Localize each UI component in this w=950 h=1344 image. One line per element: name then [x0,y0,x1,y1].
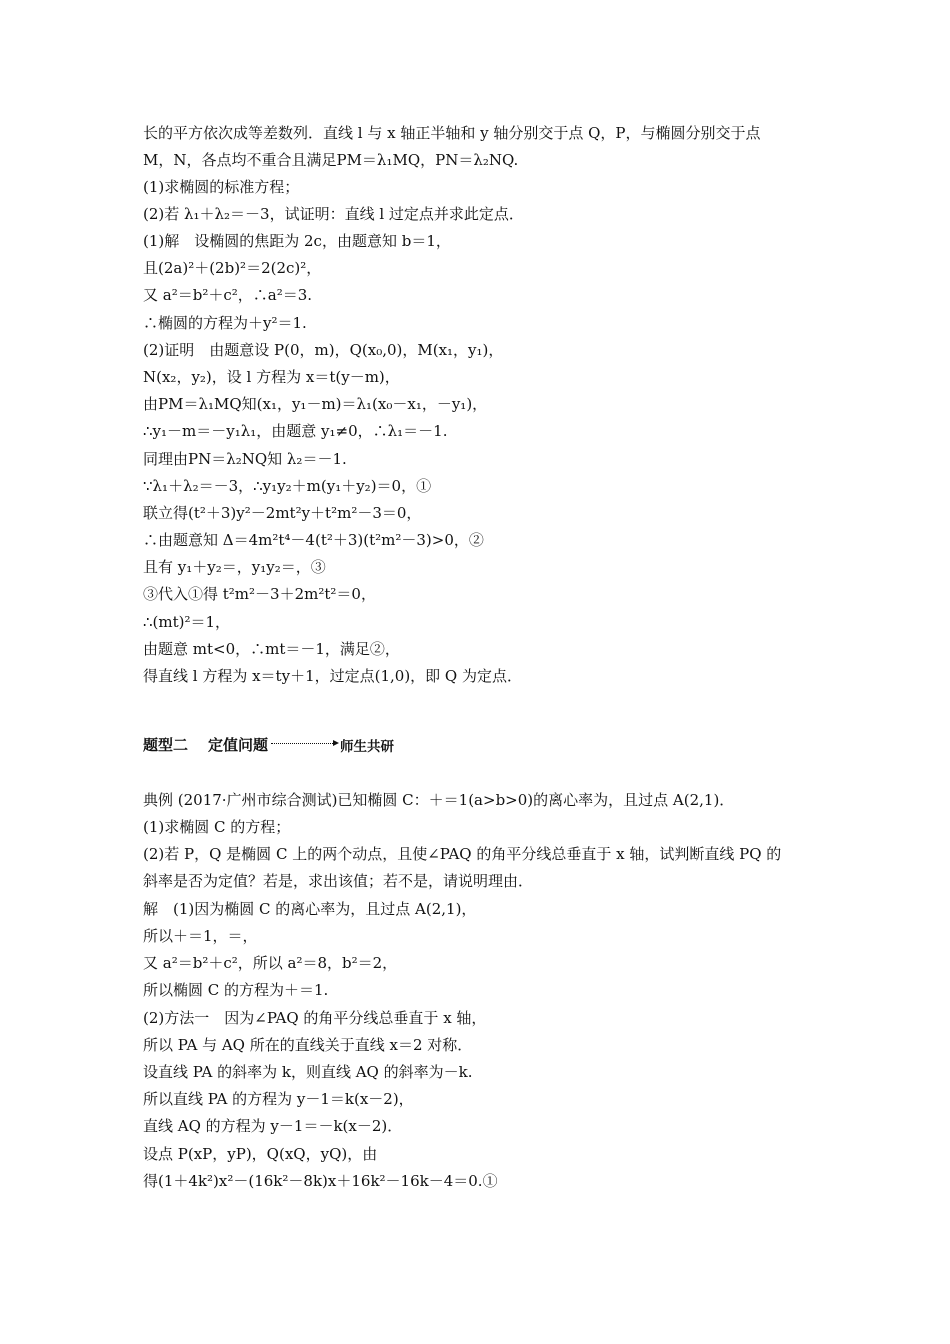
text-line: (2)方法一 因为∠PAQ 的角平分线总垂直于 x 轴， [143,1009,487,1027]
text-line: (2)若 λ₁＋λ₂＝－3，试证明：直线 l 过定点并求此定点． [143,205,524,223]
section-title: 定值问题 [208,736,269,754]
text-line: 典例 (2017·广州市综合测试)已知椭圆 C：＋＝1(a>b>0)的离心率为，且过点 A(2,1)． [143,791,735,809]
text-line: 且有 y₁＋y₂＝，y₁y₂＝，③ [143,558,326,576]
text-line: 且(2a)²＋(2b)²＝2(2c)²， [143,259,322,277]
text-line: ∵λ₁＋λ₂＝－3，∴y₁y₂＋m(y₁＋y₂)＝0，① [143,477,432,495]
text-line: 所以椭圆 C 的方程为＋＝1. [143,981,329,999]
section-heading [143,734,394,755]
text-line: 又 a²＝b²＋c²，∴a²＝3. [143,286,313,304]
text-line: 直线 AQ 的方程为 y－1＝－k(x－2)． [143,1117,403,1135]
text-line: (2)若 P，Q 是椭圆 C 上的两个动点，且使∠PAQ 的角平分线总垂直于 x 轴，试判断直线 PQ 的 [143,845,782,863]
text-line: 由PM＝λ₁MQ知(x₁，y₁－m)＝λ₁(x₀－x₁，－y₁)， [143,395,488,413]
text-line: 设点 P(xP，yP)，Q(xQ，yQ)，由 [143,1145,378,1163]
text-line: (1)求椭圆的标准方程； [143,178,300,196]
text-line: 斜率是否为定值？若是，求出该值；若不是，请说明理由． [143,872,534,890]
text-line: (1)求椭圆 C 的方程； [143,818,291,836]
text-line: 解 (1)因为椭圆 C 的离心率为，且过点 A(2,1)， [143,900,477,918]
text-line: 由题意 mt<0，∴mt＝－1，满足②， [143,640,400,658]
text-line: 得(1＋4k²)x²－(16k²－8k)x＋16k²－16k－4＝0.① [143,1172,498,1190]
text-line: 联立得(t²＋3)y²－2mt²y＋t²m²－3＝0， [143,504,422,522]
text-line: 设直线 PA 的斜率为 k，则直线 AQ 的斜率为－k. [143,1063,473,1081]
text-line: M，N，各点均不重合且满足PM＝λ₁MQ，PN＝λ₂NQ. [143,151,519,169]
text-line: (2)证明 由题意设 P(0，m)，Q(x₀,0)，M(x₁，y₁)， [143,341,504,359]
text-line: ∴椭圆的方程为＋y²＝1. [143,314,307,332]
section-tag: 师生共研 [340,738,395,755]
text-line: ③代入①得 t²m²－3＋2m²t²＝0， [143,585,376,603]
text-line: 长的平方依次成等差数列．直线 l 与 x 轴正半轴和 y 轴分别交于点 Q，P，与椭圆分别交于点 [143,124,761,142]
text-line: N(x₂，y₂)，设 l 方程为 x＝t(y－m)， [143,368,400,386]
text-line: 同理由PN＝λ₂NQ知 λ₂＝－1. [143,450,347,468]
text-line: 所以 PA 与 AQ 所在的直线关于直线 x＝2 对称． [143,1036,473,1054]
arrow-icon [271,743,337,745]
text-line: ∴y₁－m＝－y₁λ₁，由题意 y₁≠0，∴λ₁＝－1. [143,422,448,440]
text-line: ∴(mt)²＝1， [143,613,231,631]
text-line: (1)解 设椭圆的焦距为 2c，由题意知 b＝1， [143,232,451,250]
section-label: 题型二 [143,736,189,754]
text-line: 又 a²＝b²＋c²，所以 a²＝8，b²＝2， [143,954,398,972]
text-line: ∴由题意知 Δ＝4m²t⁴－4(t²＋3)(t²m²－3)>0，② [143,531,484,549]
text-line: 所以直线 PA 的方程为 y－1＝k(x－2)， [143,1090,414,1108]
text-line: 所以＋＝1，＝， [143,927,258,945]
text-line: 得直线 l 方程为 x＝ty＋1，过定点(1,0)，即 Q 为定点． [143,667,523,685]
